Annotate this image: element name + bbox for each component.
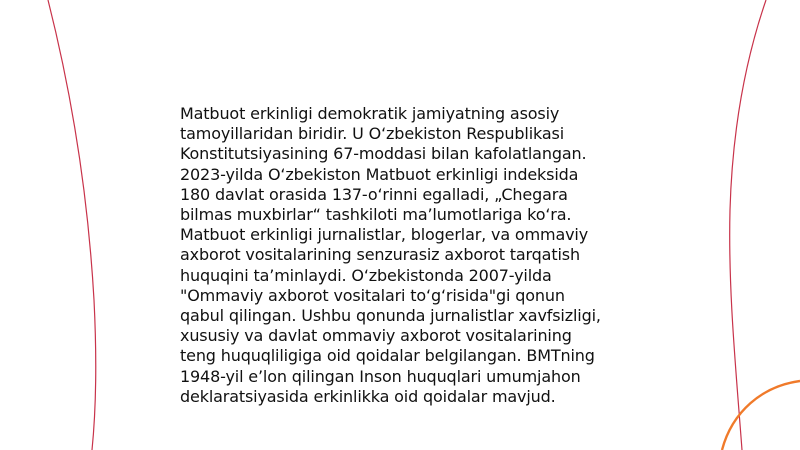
orange-arc (722, 381, 800, 450)
right-curve (730, 0, 766, 450)
left-curve (48, 0, 96, 450)
body-text: Matbuot erkinligi demokratik jamiyatning asosiy tamoyillaridan biridir. U O‘zbekiston Respublikasi Konstitutsiyasining 67-moddasi bilan kafolatlangan. 2023-yilda O‘zbekiston Matbuot erkinligi indeksida 180 davlat orasida 137-o‘rinni egalladi, „Chegara bilmas muxbirlar“ tashkiloti ma’lumotlariga ko‘ra. Matbuot erkinligi jurnalistlar, blogerlar, va ommaviy axborot vositalarining senzurasiz axborot tarqatish huquqini ta’minlaydi. O‘zbekistonda 2007-yilda "Ommaviy axborot vositalari to‘g‘risida"gi qonun qabul qilingan. Ushbu qonunda jurnalistlar xavfsizligi, xususiy va davlat ommaviy axborot vositalarining teng huquqliligiga oid qoidalar belgilangan. BMTning 1948-yil e’lon qilingan Inson huquqlari umumjahon deklaratsiyasida erkinlikka oid qoidalar mavjud. (180, 104, 601, 406)
